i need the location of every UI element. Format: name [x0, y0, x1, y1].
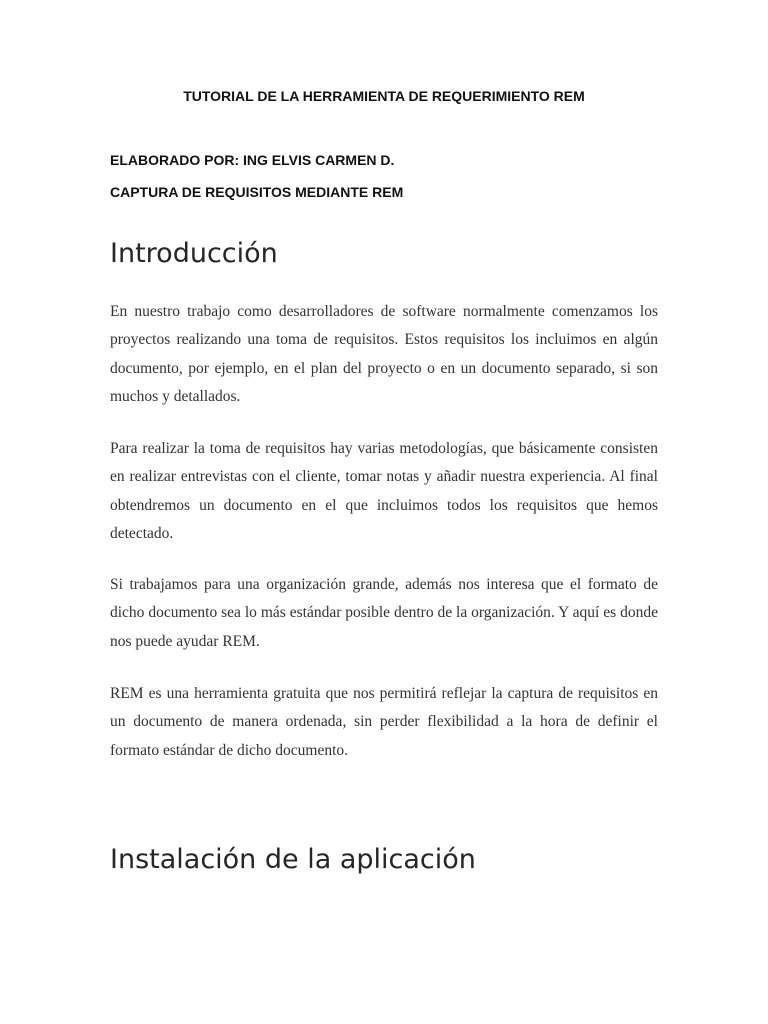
- paragraph: En nuestro trabajo como desarrolladores de software normalmente comenzamos los proyectos realizando una toma de requisitos. Estos requisitos los incluimos en algún documento, por ejemplo, en el plan del proyecto o en un documento separado, si son muchos y detallados.: [110, 303, 658, 405]
- document-title: TUTORIAL DE LA HERRAMIENTA DE REQUERIMIENTO REM: [183, 88, 585, 104]
- section-heading-instalacion: Instalación de la aplicación: [110, 844, 476, 875]
- paragraph: Para realizar la toma de requisitos hay varias metodologías, que básicamente consisten en realizar entrevistas con el cliente, tomar notas y añadir nuestra experiencia. Al final obtendremos un documento en el que incluimos todos los requisitos que hemos detectado.: [110, 440, 658, 542]
- section-heading-introduccion: Introducción: [110, 238, 278, 269]
- author-line: ELABORADO POR: ING ELVIS CARMEN D.: [110, 152, 395, 168]
- subject-line: CAPTURA DE REQUISITOS MEDIANTE REM: [110, 184, 404, 200]
- paragraph: Si trabajamos para una organización grande, además nos interesa que el formato de dicho documento sea lo más estándar posible dentro de la organización. Y aquí es donde nos puede ayudar REM.: [110, 576, 658, 650]
- paragraph: REM es una herramienta gratuita que nos permitirá reflejar la captura de requisitos en un documento de manera ordenada, sin perder flexibilidad a la hora de definir el formato estándar de dicho documento.: [110, 685, 658, 759]
